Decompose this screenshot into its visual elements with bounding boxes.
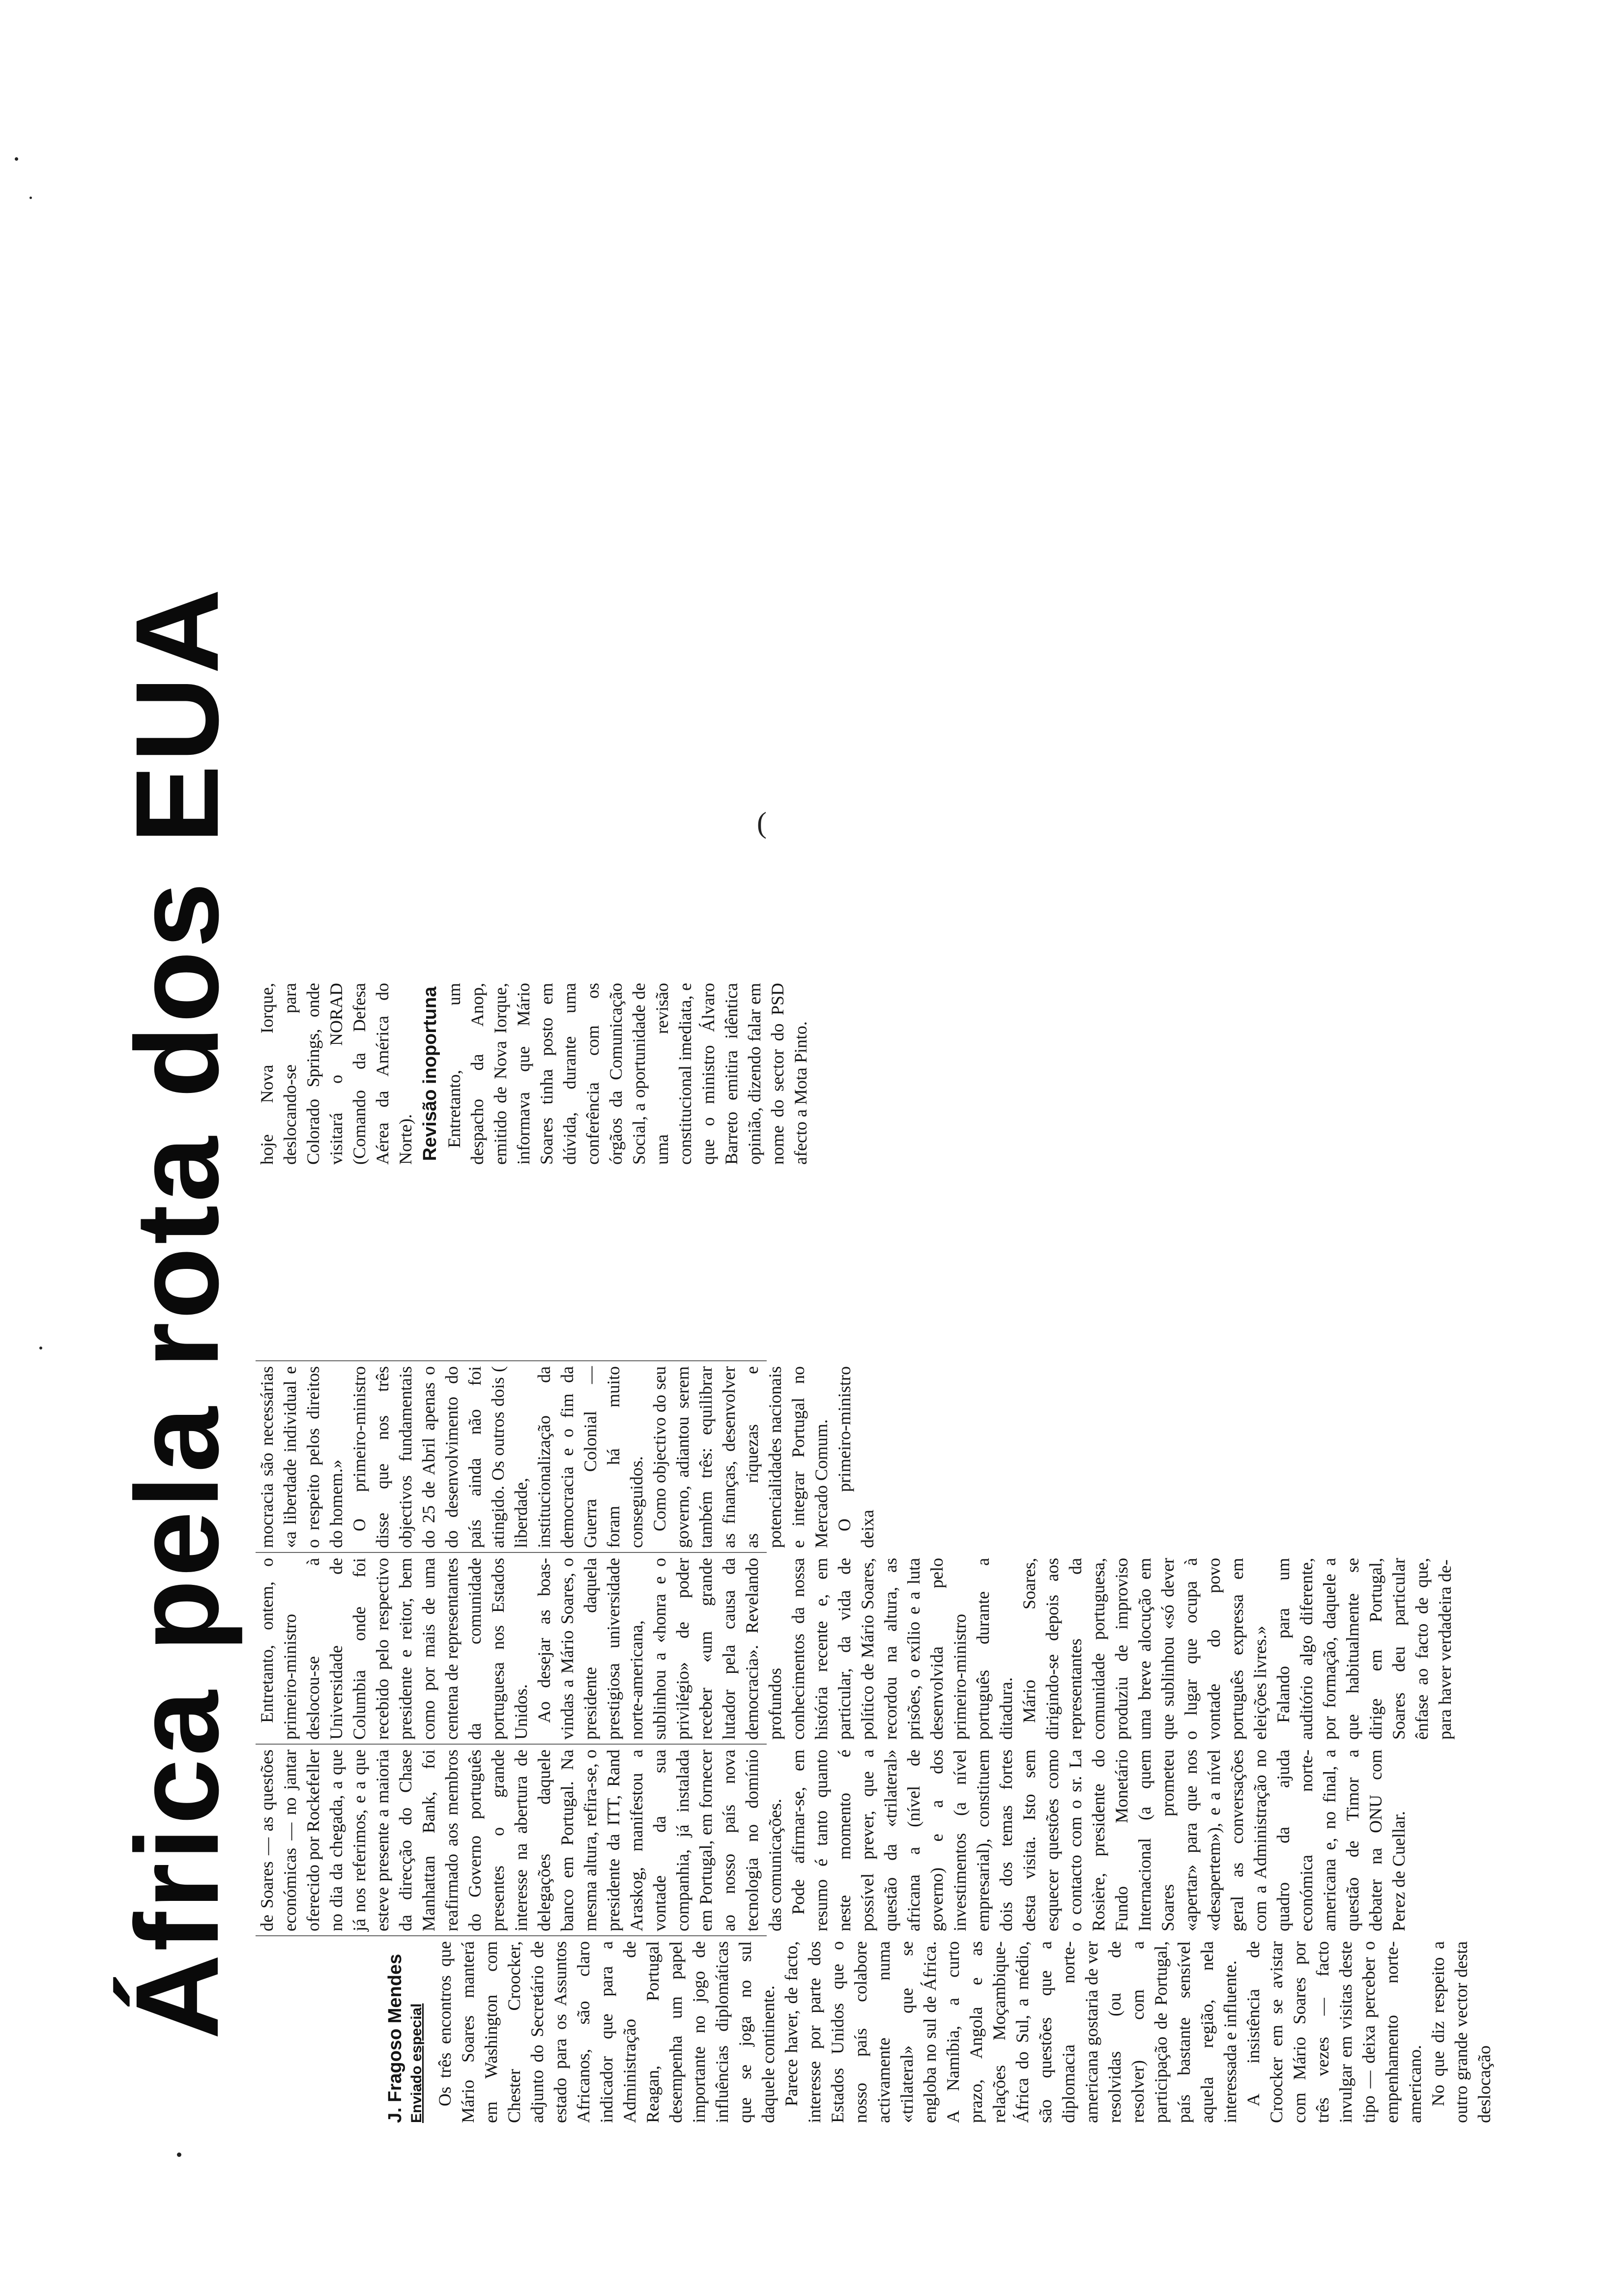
article-paragraph: O primeiro-ministro disse que nos três objectivos fundamentais do 25 de Abril apenas o do desenvolvimento do país ainda não foi atingido. Os outros dois ( liberdade, institucionalização da democracia e o fim da Guerra Colonial — foram há muito conseguidos. [349,1366,646,1548]
article-paragraph: Os três encontros que Mário Soares manterá em Washington com Chester Croocker, adjunto do Secretário de estado para os Assuntos Africanos, são claro indicador que para a Administração de Reagan, Portugal desempenha um papel importante no jogo de influências diplomáticas que se joga no sul daquele continente. [435,1941,778,2123]
column-rule [256,1360,767,1361]
article-paragraph: Falando para um auditório algo diferente, por formação, daquele a que habitualmente se dirige em Portugal, Soares deu particular ênfase ao facto de que, para haver verdadeira de- [1273,1558,1455,1740]
byline-column [383,1941,1496,2123]
article-column-3 [256,1558,1457,1740]
scan-speck [39,1347,42,1349]
newspaper-clipping [69,206,1494,2123]
article-paragraph: Como objectivo do seu governo, adiantou serem também três: equilibrar as finanças, desenvolver as riquezas e potencialidades nacionais e integrar Portugal no Mercado Comum. [650,1366,831,1548]
article-column-4 [256,1366,879,1548]
article-paragraph: Parece haver, de facto, interesse por parte dos Estados Unidos que o nosso país colabore activamente numa «trilateral» que se engloba no sul de África. A Namíbia, a curto prazo, Angola e as relações Moçambique-África do Sul, a médio, são questões que a diplomacia norte-americana gostaria de ver resolvidas (ou de resolver) com a participação de Portugal, país bastante sensível aquela região, nela interessada e influente. [781,1941,1240,2123]
article-paragraph: Pode afirmar-se, em resumo é tanto quanto neste momento é possível prever, que a questão da «trilateral» africana a (nível de governo) e a dos investimentos (a nível empresarial), constituem dois dos temas fortes desta visita. Isto sem esquecer questões como o contacto com o sr. La Rosière, presidente do Fundo Monetário Internacional (a quem Soares prometeu «apertar» para que nos «desapertem»), e a nível geral as conversações com a Administração no quadro da ajuda económica norte-americana e, no final, a questão de Timor a debater na ONU com Perez de Cuellar. [788,1750,1409,1931]
scan-speck [177,2152,181,2157]
article-column-5 [256,983,812,1165]
article-column-2 [256,1750,1410,1931]
column-rule [256,1744,767,1745]
article-paragraph: Entretanto, um despacho da Anop, emitido de Nova Iorque, informava que Mário Soares tinha posto em dúvida, durante uma conferência com os órgãos da Comunicação Social, a oportunidade de uma revisão constitucional imediata, e que o ministro Álvaro Barreto emitira idêntica opinião, dizendo falar em nome do sector do PSD afecto a Mota Pinto. [444,983,810,1165]
byline-author: J. Fragoso Mendes [385,1953,405,2123]
column-rule [256,1935,767,1936]
subheading: Revisão inoportuna [420,986,440,1161]
scan-speck [15,157,18,161]
article-paragraph: hoje Nova Iorque, deslocando-se para Colorado Springs, onde visitará o NORAD (Comando da Defesa Aérea da América do Norte). [257,983,415,1165]
article-paragraph: de Soares — as questões económicas — no jantar oferecido por Rockefeller no dia da chegada, a que já nos referimos, e a que esteve presente a maioria da direcção do Chase Manhattan Bank, foi reafirmado aos membros do Governo português presentes o grande interesse na abertura de delegações daquele banco em Portugal. Na mesma altura, refira-se, o presidente da ITT, Rand Araskog, manifestou a vontade da sua companhia, já instalada em Portugal, em fornecer ao nosso país nova tecnologia no domínio das comunicações. [257,1750,785,1931]
scan-speck [29,197,32,199]
column-rule [256,1552,767,1553]
article-paragraph: Ao desejar as boas-vindas a Mário Soares, o presidente daquela prestigiosa universidade norte-americana, sublinhou a «honra e o privilégio» de poder receber «um grande lutador pela causa da democracia». Revelando profundos conhecimentos da nossa história recente e, em particular, da vida de político de Mário Soares, recordou na altura, as prisões, o exílio e a luta desenvolvida pelo primeiro-ministro português durante a ditadura. [534,1558,1016,1740]
article-paragraph: Mário Soares, dirigindo-se depois aos representantes da comunidade portuguesa, produziu de improviso uma breve alocução em que sublinhou «só dever o lugar que ocupa à vontade do povo português expressa em eleições livres.» [1019,1558,1270,1740]
byline-role: Enviado especial [408,2003,425,2123]
margin-mark: ( [757,806,767,839]
headline: África pela rota dos EUA [111,585,243,2039]
article-paragraph: mocracia são necessárias «a liberdade individual e o respeito pelos direitos do homem.» [257,1366,346,1548]
article-paragraph: A insistência de Croocker em se avistar com Mário Soares por três vezes — facto invulgar em visitas deste tipo — deixa perceber o empenhamento norte-americano. [1243,1941,1425,2123]
article-paragraph: No que diz respeito a outro grande vector desta deslocação [1428,1941,1494,2123]
article-paragraph: O primeiro-ministro deixa [835,1366,877,1548]
article-paragraph: Entretanto, ontem, o primeiro-ministro deslocou-se à Universidade de Columbia onde foi recebido pelo respectivo presidente e reitor, bem como por mais de uma centena de representantes da comunidade portuguesa nos Estados Unidos. [257,1558,531,1740]
